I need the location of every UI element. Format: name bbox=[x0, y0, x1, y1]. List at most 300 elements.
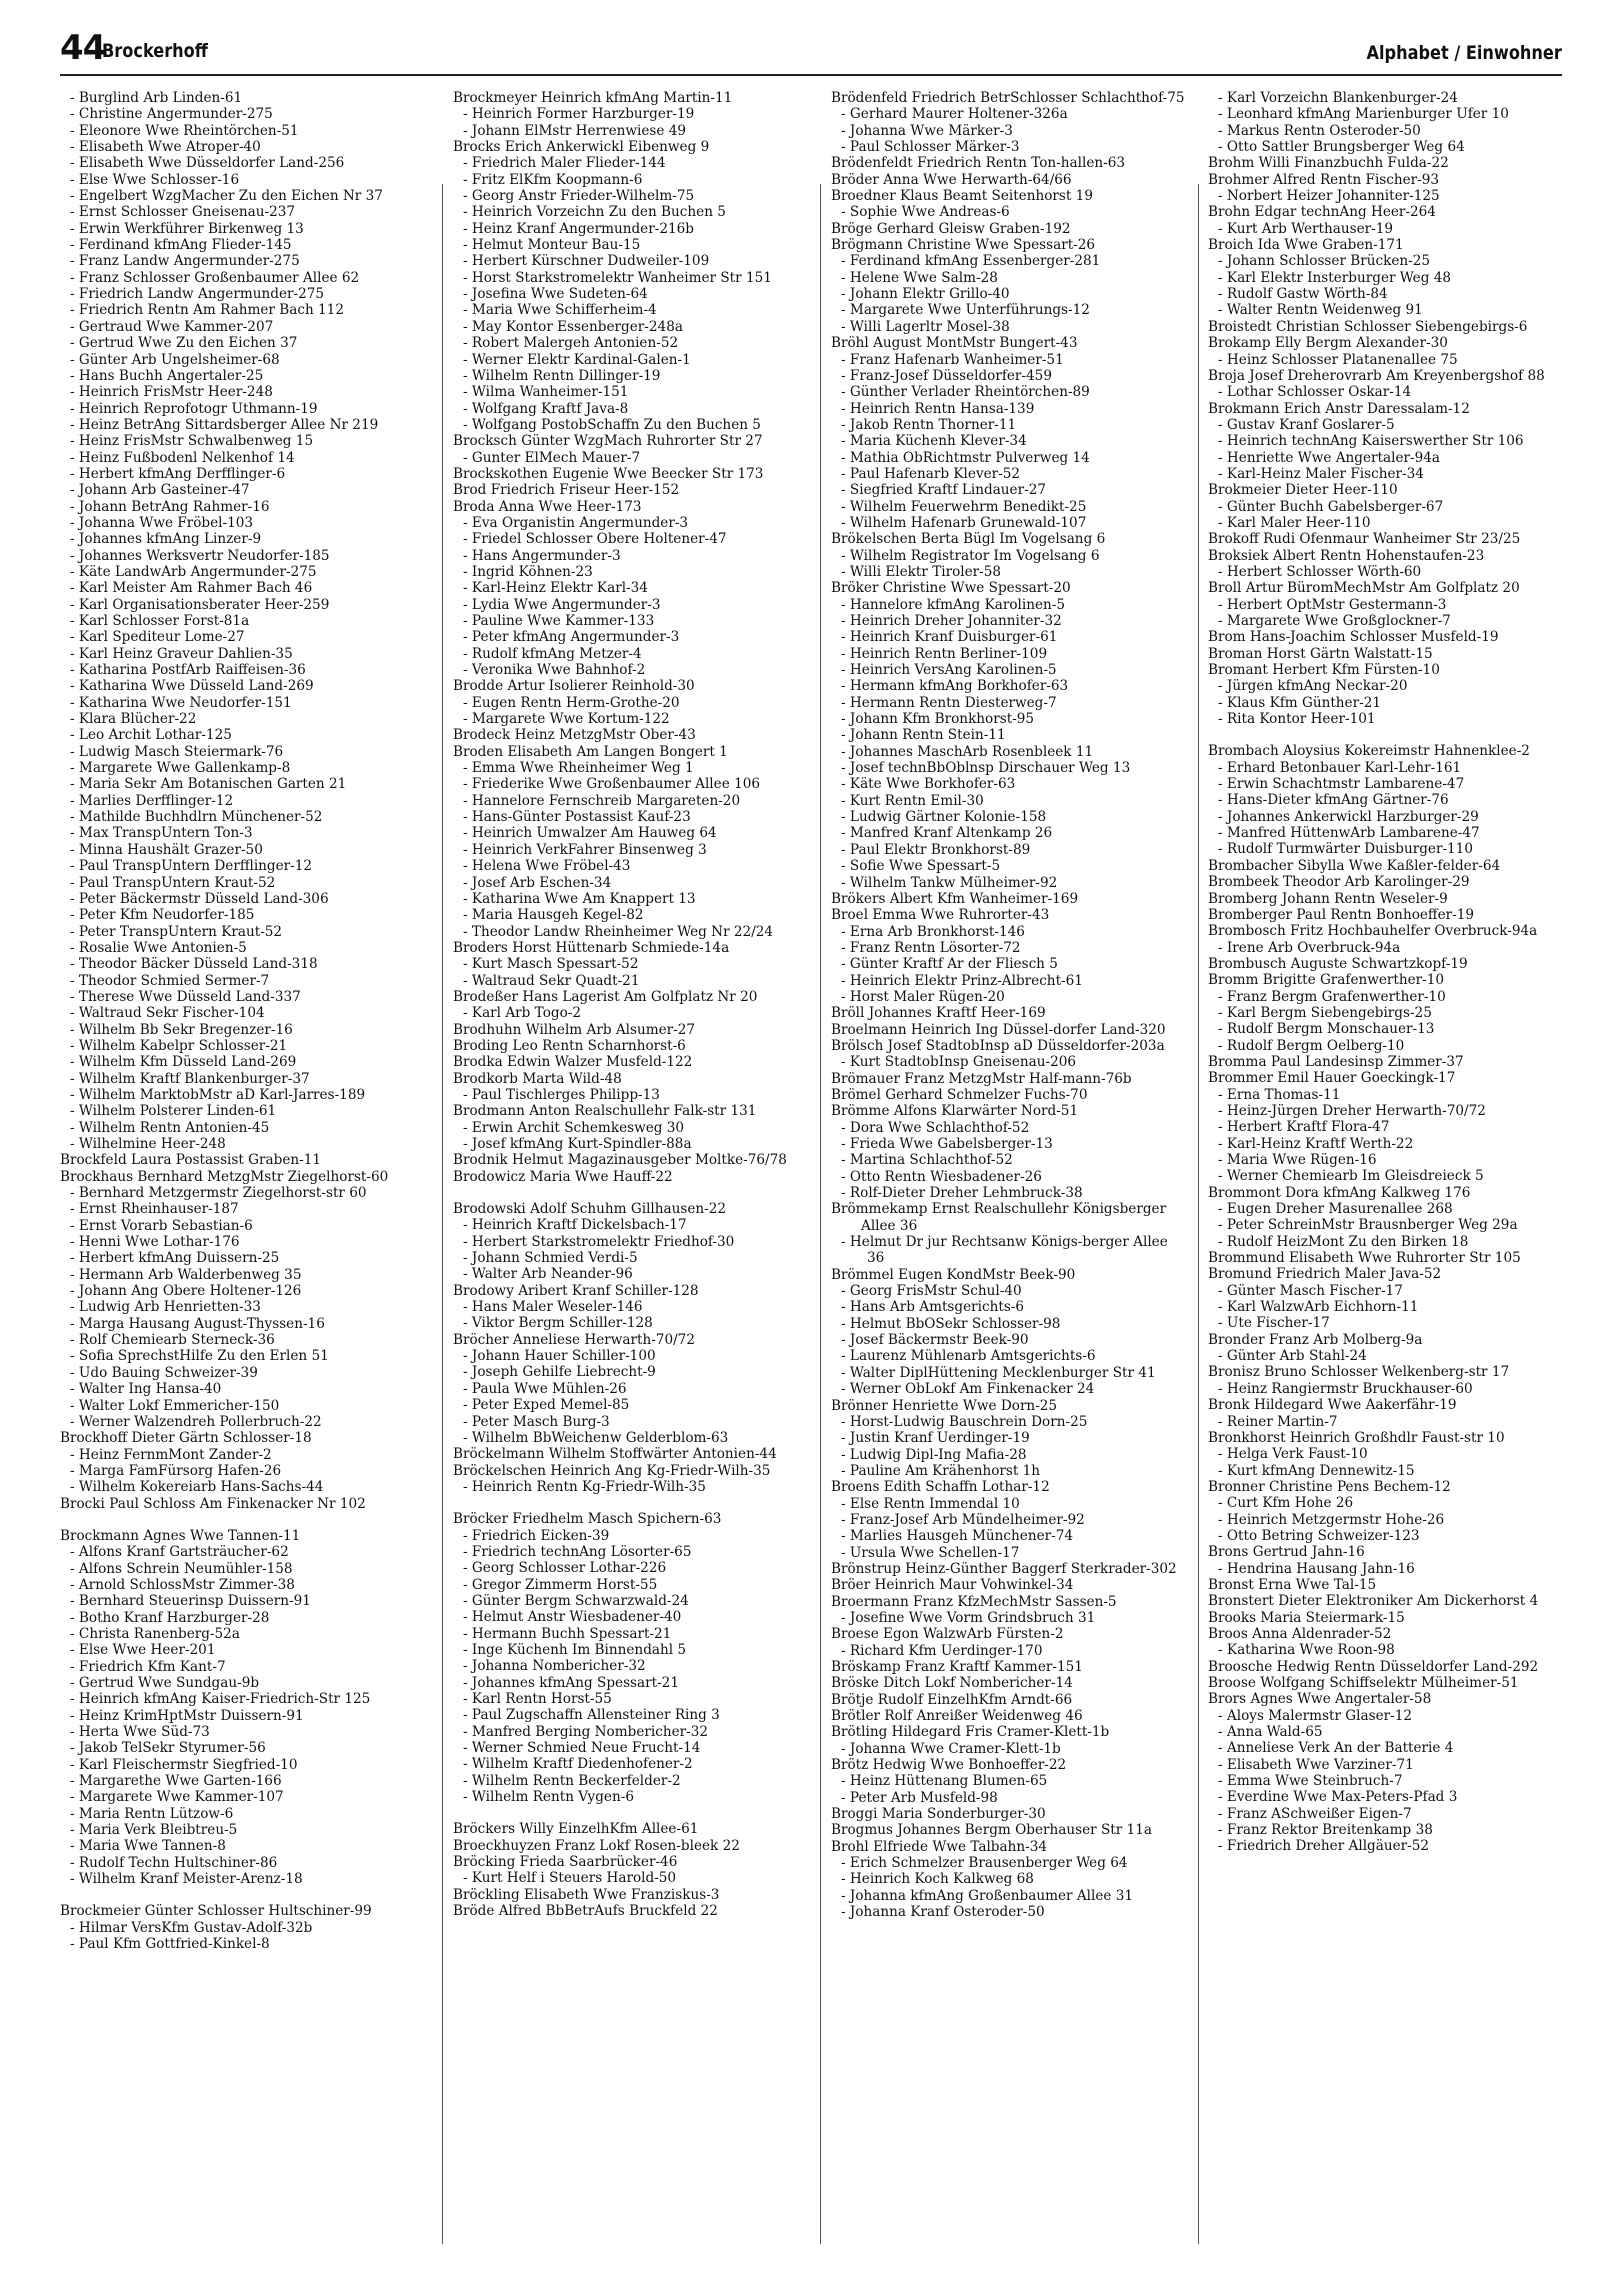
directory-entry: Brohl Elfriede Wwe Talbahn-34 bbox=[831, 1838, 1047, 1855]
directory-entry: - Kurt StadtobInsp Gneisenau-206 bbox=[841, 1054, 1077, 1071]
directory-entry: Brodowski Adolf Schuhm Gillhausen-22 bbox=[453, 1201, 727, 1218]
directory-entry: - Heinz Schlosser Platanenallee 75 bbox=[1218, 351, 1458, 368]
directory-entry: Bromund Friedrich Maler Java-52 bbox=[1208, 1266, 1442, 1283]
directory-entry: Bronner Christine Pens Bechem-12 bbox=[1208, 1478, 1451, 1495]
directory-entry: - Heinrich technAng Kaiserswerther Str 106 bbox=[1218, 433, 1524, 450]
directory-entry: - Willi Elektr Tiroler-58 bbox=[841, 563, 1002, 580]
directory-entry: - Wilhelm Rentn Vygen-6 bbox=[463, 1789, 634, 1806]
directory-entry: - Johanna Nombericher-32 bbox=[463, 1658, 646, 1675]
directory-entry: - Wilhelm Kfm Düsseld Land-269 bbox=[70, 1054, 297, 1071]
directory-entry: - Gertrud Wwe Sundgau-9b bbox=[70, 1675, 260, 1691]
directory-entry: Broelmann Heinrich Ing Düssel-dorfer Land-320 bbox=[831, 1021, 1166, 1038]
directory-entry: - Margarete Wwe Großglockner-7 bbox=[1218, 613, 1451, 629]
directory-columns bbox=[60, 90, 1562, 2170]
directory-entry: - Maria Verk Bleibtreu-5 bbox=[70, 1822, 238, 1839]
directory-entry: - Inge Küchenh Im Binnendahl 5 bbox=[463, 1641, 687, 1658]
directory-entry: - Henni Wwe Lothar-176 bbox=[70, 1234, 240, 1251]
directory-entry: Bromm Brigitte Grafenwerther-10 bbox=[1208, 972, 1445, 989]
directory-entry: - Marlies Hausgeh Münchener-74 bbox=[841, 1528, 1074, 1545]
directory-entry: - Eva Organistin Angermunder-3 bbox=[463, 514, 689, 531]
directory-entry: - Viktor Bergm Schiller-128 bbox=[463, 1315, 653, 1332]
directory-entry: - Peter Masch Burg-3 bbox=[463, 1413, 610, 1430]
directory-entry: - Maria Küchenh Klever-34 bbox=[841, 433, 1027, 450]
directory-entry: - Johannes Werksvertr Neudorfer-185 bbox=[70, 547, 330, 564]
directory-entry: Brökelschen Berta Bügl Im Vogelsang 6 bbox=[831, 531, 1106, 548]
directory-entry: - Ferdinand kfmAng Flieder-145 bbox=[70, 237, 292, 254]
directory-entry: Brombusch Auguste Schwartzkopf-19 bbox=[1208, 955, 1468, 972]
directory-entry: - Helmut Monteur Bau-15 bbox=[463, 237, 641, 254]
directory-entry: - Manfred Kranf Altenkamp 26 bbox=[841, 825, 1053, 842]
directory-entry: - Josef kfmAng Kurt-Spindler-88a bbox=[463, 1136, 692, 1152]
directory-entry: - Waltraud Sekr Fischer-104 bbox=[70, 1005, 265, 1022]
directory-entry: - Wilma Wanheimer-151 bbox=[463, 384, 629, 401]
directory-entry: - Herbert Kürschner Dudweiler-109 bbox=[463, 253, 710, 270]
directory-entry: Broden Elisabeth Am Langen Bongert 1 bbox=[453, 743, 728, 760]
directory-entry: - Wilhelm MarktobMstr aD Karl-Jarres-189 bbox=[70, 1086, 366, 1103]
directory-entry: - Anna Wald-65 bbox=[1218, 1724, 1323, 1741]
directory-entry: - Pauline Am Krähenhorst 1h bbox=[841, 1462, 1041, 1479]
directory-entry: Brodkorb Marta Wild-48 bbox=[453, 1070, 622, 1087]
entry-gap bbox=[60, 1512, 418, 1528]
directory-entry: - Emma Wwe Steinbruch-7 bbox=[1218, 1773, 1403, 1790]
directory-entry: - Walter Lokf Emmericher-150 bbox=[70, 1397, 280, 1414]
entry-gap bbox=[453, 1805, 811, 1821]
directory-entry: - Friederike Wwe Großenbaumer Allee 106 bbox=[463, 776, 761, 793]
directory-entry: - Sofie Wwe Spessart-5 bbox=[841, 858, 1001, 875]
directory-entry: - Otto Rentn Wiesbadener-26 bbox=[841, 1168, 1042, 1185]
directory-entry: - Rudolf Gastw Wörth-84 bbox=[1218, 286, 1388, 303]
directory-entry: - Wilhelm Bb Sekr Bregenzer-16 bbox=[70, 1021, 293, 1038]
directory-entry: - Katharina Wwe Roon-98 bbox=[1218, 1642, 1395, 1659]
directory-entry: - Josef Bäckermstr Beek-90 bbox=[841, 1332, 1029, 1349]
directory-entry: - Martina Schlachthof-52 bbox=[841, 1152, 1013, 1169]
directory-entry: - Udo Bauing Schweizer-39 bbox=[70, 1364, 258, 1381]
directory-entry: - Herbert Starkstromelektr Friedhof-30 bbox=[463, 1233, 735, 1250]
directory-entry: - Helmut Anstr Wiesbadener-40 bbox=[463, 1609, 682, 1626]
directory-entry: - Lydia Wwe Angermunder-3 bbox=[463, 596, 661, 613]
directory-entry: Bronst Erna Wwe Tal-15 bbox=[1208, 1576, 1377, 1593]
directory-entry: Broermann Franz KfzMechMstr Sassen-5 bbox=[831, 1593, 1117, 1610]
directory-entry: Bronk Hildegard Wwe Aakerfähr-19 bbox=[1208, 1397, 1457, 1414]
directory-entry: - Joseph Gehilfe Liebrecht-9 bbox=[463, 1364, 656, 1381]
directory-entry: Bröge Gerhard Gleisw Graben-192 bbox=[831, 220, 1071, 237]
directory-entry: - Elisabeth Wwe Düsseldorfer Land-256 bbox=[70, 155, 345, 172]
directory-entry: - Peter Arb Musfeld-98 bbox=[841, 1789, 998, 1806]
directory-entry: Bromant Herbert Kfm Fürsten-10 bbox=[1208, 662, 1440, 679]
directory-entry: - Wilhelm Hafenarb Grunewald-107 bbox=[841, 514, 1087, 531]
directory-entry: Brommund Elisabeth Wwe Ruhrorter Str 105 bbox=[1208, 1250, 1521, 1267]
directory-entry: - Josef technBbOblnsp Dirschauer Weg 13 bbox=[841, 760, 1131, 777]
directory-entry: - Aloys Malermstr Glaser-12 bbox=[1218, 1707, 1413, 1724]
directory-entry: - Heinrich Kraftf Dickelsbach-17 bbox=[463, 1217, 687, 1234]
directory-entry: Brodka Edwin Walzer Musfeld-122 bbox=[453, 1054, 693, 1071]
directory-entry: - Franz Bergm Grafenwerther-10 bbox=[1218, 988, 1446, 1005]
directory-entry: - Karl Arb Togo-2 bbox=[463, 1005, 582, 1022]
directory-entry: - Werner Walzendreh Pollerbruch-22 bbox=[70, 1413, 322, 1430]
directory-entry: - Johann Schlosser Brücken-25 bbox=[1218, 253, 1431, 270]
directory-entry: - Waltraud Sekr Quadt-21 bbox=[463, 972, 640, 989]
directory-entry: - Alfons Kranf Gartsträucher-62 bbox=[70, 1544, 289, 1561]
directory-entry: - Heinz Kranf Angermunder-216b bbox=[463, 220, 694, 237]
directory-entry: - Franz Landw Angermunder-275 bbox=[70, 253, 300, 270]
directory-entry: - Margarete Wwe Kortum-122 bbox=[463, 711, 670, 728]
directory-entry: Broda Anna Wwe Heer-173 bbox=[453, 498, 642, 515]
directory-entry: - Ferdinand kfmAng Essenberger-281 bbox=[841, 253, 1101, 270]
directory-entry: Brommer Emil Hauer Goeckingk-17 bbox=[1208, 1070, 1456, 1087]
directory-entry: - Johanna Wwe Cramer-Klett-1b bbox=[841, 1740, 1061, 1757]
directory-entry: Broding Leo Rentn Scharnhorst-6 bbox=[453, 1037, 686, 1054]
directory-entry: Broders Horst Hüttenarb Schmiede-14a bbox=[453, 939, 730, 956]
directory-entry: - Erwin Werkführer Birkenweg 13 bbox=[70, 220, 304, 237]
directory-entry: - Therese Wwe Düsseld Land-337 bbox=[70, 988, 301, 1005]
directory-entry: - Leonhard kfmAng Marienburger Ufer 10 bbox=[1218, 106, 1509, 123]
directory-entry: Broll Artur BüromMechMstr Am Golfplatz 20 bbox=[1208, 580, 1520, 597]
directory-entry: Bröde Alfred BbBetrAufs Bruckfeld 22 bbox=[453, 1903, 718, 1920]
directory-entry: - Ursula Wwe Schellen-17 bbox=[841, 1544, 1020, 1561]
directory-entry: Brödenfeldt Friedrich Rentn Ton-hallen-63 bbox=[831, 155, 1126, 172]
directory-entry: Broosche Hedwig Rentn Düsseldorfer Land-292 bbox=[1208, 1658, 1539, 1675]
directory-entry: - Siegfried Kraftf Lindauer-27 bbox=[841, 482, 1046, 499]
directory-entry: - Franz Hafenarb Wanheimer-51 bbox=[841, 351, 1064, 368]
directory-entry: Bröckling Elisabeth Wwe Franziskus-3 bbox=[453, 1886, 720, 1903]
directory-entry: Brocks Erich Ankerwickl Eibenweg 9 bbox=[453, 139, 710, 156]
directory-entry: - Karl Organisationsberater Heer-259 bbox=[70, 596, 330, 613]
directory-entry: Brodeck Heinz MetzgMstr Ober-43 bbox=[453, 727, 696, 744]
directory-entry: Broose Wolfgang Schiffselektr Mülheimer-51 bbox=[1208, 1675, 1519, 1691]
directory-entry: - Else Wwe Schlosser-16 bbox=[70, 171, 240, 188]
directory-entry: - Paul Elektr Bronkhorst-89 bbox=[841, 841, 1031, 858]
directory-entry: - Friedrich Maler Flieder-144 bbox=[463, 155, 666, 172]
directory-entry: - Hermann Arb Walderbenweg 35 bbox=[70, 1266, 302, 1283]
directory-entry: - Heinrich Former Harzburger-19 bbox=[463, 106, 695, 123]
directory-entry: - Herta Wwe Süd-73 bbox=[70, 1724, 210, 1741]
directory-entry: - Henriette Wwe Angertaler-94a bbox=[1218, 449, 1440, 466]
directory-entry: - May Kontor Essenberger-248a bbox=[463, 318, 683, 335]
directory-entry: - Richard Kfm Uerdinger-170 bbox=[841, 1642, 1043, 1659]
directory-entry: - Karl Bergm Siebengebirgs-25 bbox=[1218, 1004, 1432, 1021]
directory-entry: Brombosch Fritz Hochbauhelfer Overbruck-94a bbox=[1208, 923, 1538, 940]
directory-entry: Brockfeld Laura Postassist Graben-11 bbox=[60, 1152, 322, 1169]
directory-entry: - Johann Arb Gasteiner-47 bbox=[70, 482, 250, 499]
directory-entry: - Hans-Dieter kfmAng Gärtner-76 bbox=[1218, 792, 1449, 809]
running-title: Brockerhoff bbox=[102, 40, 208, 62]
page-number: 44 bbox=[60, 28, 106, 68]
directory-entry: - Erhard Betonbauer Karl-Lehr-161 bbox=[1218, 759, 1462, 776]
directory-entry: Brockmann Agnes Wwe Tannen-11 bbox=[60, 1527, 301, 1544]
directory-entry: - Franz-Josef Düsseldorfer-459 bbox=[841, 367, 1052, 384]
directory-entry: Brors Agnes Wwe Angertaler-58 bbox=[1208, 1691, 1432, 1708]
directory-entry: - Frieda Wwe Gabelsberger-13 bbox=[841, 1136, 1053, 1152]
directory-entry: - Mathia ObRichtmstr Pulverweg 14 bbox=[841, 449, 1090, 466]
directory-entry: - Gertrud Wwe Zu den Eichen 37 bbox=[70, 335, 298, 352]
directory-entry: - Franz Rentn Lösorter-72 bbox=[841, 939, 1021, 956]
directory-entry: Broja Josef Dreherovrarb Am Kreyenbergshof 88 bbox=[1208, 367, 1545, 384]
directory-entry: - Wilhelmine Heer-248 bbox=[70, 1136, 226, 1152]
directory-entry: Brokamp Elly Bergm Alexander-30 bbox=[1208, 335, 1448, 352]
directory-entry: Broich Ida Wwe Graben-171 bbox=[1208, 237, 1404, 254]
directory-entry: - Franz Rektor Breitenkamp 38 bbox=[1218, 1822, 1433, 1839]
directory-entry: - Rudolf Bergm Monschauer-13 bbox=[1218, 1021, 1435, 1038]
directory-entry: - Heinrich Kranf Duisburger-61 bbox=[841, 629, 1058, 646]
directory-entry: - Johanna Wwe Märker-3 bbox=[841, 122, 1013, 139]
directory-entry: Bröer Heinrich Maur Vohwinkel-34 bbox=[831, 1577, 1074, 1594]
directory-entry: Brötler Rolf Anreißer Weidenweg 46 bbox=[831, 1708, 1083, 1725]
directory-entry: - Theodor Landw Rheinheimer Weg Nr 22/24 bbox=[463, 923, 774, 940]
directory-entry: Brömmel Eugen KondMstr Beek-90 bbox=[831, 1266, 1076, 1283]
directory-entry: - Horst Starkstromelektr Wanheimer Str 151 bbox=[463, 269, 772, 286]
directory-entry: Broksiek Albert Rentn Hohenstaufen-23 bbox=[1208, 547, 1485, 564]
directory-entry: - Wolfgang PostobSchaffn Zu den Buchen 5 bbox=[463, 416, 761, 433]
directory-entry: - Marga Hausang August-Thyssen-16 bbox=[70, 1315, 325, 1332]
directory-entry: Brokoff Rudi Ofenmaur Wanheimer Str 23/25 bbox=[1208, 531, 1521, 548]
directory-entry: - Margarete Wwe Kammer-107 bbox=[70, 1789, 284, 1806]
directory-entry: - Justin Kranf Uerdinger-19 bbox=[841, 1430, 1030, 1447]
directory-entry: - Kurt kfmAng Dennewitz-15 bbox=[1218, 1462, 1415, 1479]
directory-entry: Brockhoff Dieter Gärtn Schlosser-18 bbox=[60, 1430, 312, 1447]
directory-entry: Brönstrup Heinz-Günther Baggerf Sterkrader-302 bbox=[831, 1560, 1177, 1577]
directory-entry: - Karl Spediteur Lome-27 bbox=[70, 629, 245, 646]
directory-entry: - Friedrich Landw Angermunder-275 bbox=[70, 286, 325, 303]
directory-entry: - Theodor Bäcker Düsseld Land-318 bbox=[70, 956, 318, 973]
directory-entry: Brögmann Christine Wwe Spessart-26 bbox=[831, 237, 1096, 254]
directory-entry: - Hermann Rentn Diesterweg-7 bbox=[841, 694, 1057, 711]
directory-entry: - Heinrich Rentn Berliner-109 bbox=[841, 645, 1048, 662]
directory-entry: - Peter TranspUntern Kraut-52 bbox=[70, 923, 283, 940]
directory-entry: - Hilmar VersKfm Gustav-Adolf-32b bbox=[70, 1919, 313, 1936]
directory-entry: Brodnik Helmut Magazinausgeber Moltke-76/78 bbox=[453, 1152, 787, 1169]
directory-entry: - Erna Arb Bronkhorst-146 bbox=[841, 923, 1025, 940]
directory-entry: Broggi Maria Sonderburger-30 bbox=[831, 1806, 1046, 1823]
directory-entry: - Peter SchreinMstr Brausnberger Weg 29a bbox=[1218, 1217, 1518, 1234]
directory-entry: - Hermann Buchh Spessart-21 bbox=[463, 1625, 672, 1642]
directory-entry: Bröder Anna Wwe Herwarth-64/66 bbox=[831, 171, 1072, 188]
directory-entry: - Maria Rentn Lützow-6 bbox=[70, 1805, 234, 1822]
directory-entry: - Willi Lagerltr Mosel-38 bbox=[841, 318, 1010, 335]
directory-entry: - Heinz Hüttenang Blumen-65 bbox=[841, 1773, 1048, 1790]
directory-entry: - Friedrich Kfm Kant-7 bbox=[70, 1658, 226, 1675]
directory-entry: - Heinrich VersAng Karolinen-5 bbox=[841, 662, 1057, 679]
directory-entry: - Christa Ranenberg-52a bbox=[70, 1625, 240, 1642]
directory-entry: - Johannes kfmAng Spessart-21 bbox=[463, 1674, 679, 1691]
directory-entry: Bronisz Bruno Schlosser Welkenberg-str 17 bbox=[1208, 1364, 1510, 1381]
directory-entry: - Helmut BbOSekr Schlosser-98 bbox=[841, 1315, 1061, 1332]
directory-entry: - Werner ObLokf Am Finkenacker 24 bbox=[841, 1381, 1095, 1398]
directory-entry: - Günter Buchh Gabelsberger-67 bbox=[1218, 498, 1444, 515]
directory-entry: - Rudolf Bergm Oelberg-10 bbox=[1218, 1037, 1405, 1054]
directory-entry: - Peter Kfm Neudorfer-185 bbox=[70, 907, 255, 924]
directory-entry: - Rudolf HeizMont Zu den Birken 18 bbox=[1218, 1233, 1469, 1250]
directory-entry: Brötz Hedwig Wwe Bonhoeffer-22 bbox=[831, 1757, 1067, 1774]
column-divider bbox=[442, 184, 443, 2244]
directory-entry: - Günter Bergm Schwarzwald-24 bbox=[463, 1592, 689, 1609]
directory-entry: Brons Gertrud Jahn-16 bbox=[1208, 1544, 1365, 1561]
directory-entry: - Ernst Rheinhauser-187 bbox=[70, 1201, 239, 1218]
directory-entry: - Arnold SchlossMstr Zimmer-38 bbox=[70, 1576, 295, 1593]
directory-entry: - Ernst Vorarb Sebastian-6 bbox=[70, 1217, 253, 1234]
directory-entry: - Irene Arb Overbruck-94a bbox=[1218, 939, 1401, 956]
directory-entry: - Johann Schmied Verdi-5 bbox=[463, 1250, 638, 1267]
directory-entry: - Günter Kraftf Ar der Fliesch 5 bbox=[841, 956, 1058, 973]
directory-entry: - Walter Ing Hansa-40 bbox=[70, 1381, 222, 1398]
directory-entry: Brodmann Anton Realschullehr Falk-str 131 bbox=[453, 1103, 757, 1120]
directory-entry: Bromma Paul Landesinsp Zimmer-37 bbox=[1208, 1053, 1464, 1070]
directory-entry: - Josef Arb Eschen-34 bbox=[463, 874, 612, 891]
directory-entry: - Werner Schmied Neue Frucht-14 bbox=[463, 1740, 701, 1757]
directory-entry: - Gertraud Wwe Kammer-207 bbox=[70, 318, 274, 335]
directory-entry: - Else Wwe Heer-201 bbox=[70, 1642, 216, 1659]
directory-entry: - Franz-Josef Arb Mündelheimer-92 bbox=[841, 1511, 1085, 1528]
directory-entry: - Georg Anstr Frieder-Wilhelm-75 bbox=[463, 188, 695, 205]
directory-entry: - Günther Verlader Rheintörchen-89 bbox=[841, 384, 1090, 401]
directory-entry: Brod Friedrich Friseur Heer-152 bbox=[453, 482, 680, 499]
directory-entry: Brömmekamp Ernst Realschullehr Königsberger Allee 36 bbox=[831, 1201, 1167, 1234]
entry-gap bbox=[453, 1185, 811, 1201]
directory-entry: - Karl WalzwArb Eichhorn-11 bbox=[1218, 1299, 1419, 1316]
directory-entry: - Wilhelm Registrator Im Vogelsang 6 bbox=[841, 547, 1100, 564]
directory-entry: - Pauline Wwe Kammer-133 bbox=[463, 613, 655, 629]
directory-entry: Brombach Aloysius Kokereimstr Hahnenklee-2 bbox=[1208, 743, 1530, 760]
directory-entry: Brooks Maria Steiermark-15 bbox=[1208, 1609, 1405, 1626]
directory-entry: - Wolfgang Kraftf Java-8 bbox=[463, 400, 629, 417]
directory-entry: - Paul TranspUntern Derfflinger-12 bbox=[70, 858, 313, 875]
directory-entry: Bromberg Johann Rentn Weseler-9 bbox=[1208, 890, 1448, 907]
directory-entry: - Horst Maler Rügen-20 bbox=[841, 988, 1005, 1005]
directory-entry: - Elisabeth Wwe Atroper-40 bbox=[70, 139, 261, 156]
directory-entry: - Ingrid Köhnen-23 bbox=[463, 563, 593, 580]
directory-entry: - Wilhelm Rentn Beckerfelder-2 bbox=[463, 1772, 681, 1789]
directory-entry: Brommont Dora kfmAng Kalkweg 176 bbox=[1208, 1184, 1471, 1201]
directory-entry: - Erwin Archit Schemkesweg 30 bbox=[463, 1119, 685, 1136]
directory-entry: Broistedt Christian Schlosser Siebengebirgs-6 bbox=[1208, 318, 1528, 335]
directory-entry: - Peter Bäckermstr Düsseld Land-306 bbox=[70, 890, 329, 907]
directory-entry: - Eugen Rentn Herm-Grothe-20 bbox=[463, 694, 680, 711]
directory-entry: - Alfons Schrein Neumühler-158 bbox=[70, 1560, 293, 1577]
directory-entry: - Käte LandwArb Angermunder-275 bbox=[70, 563, 317, 580]
directory-entry: - Maria Hausgeh Kegel-82 bbox=[463, 907, 644, 924]
directory-entry: - Walter Rentn Weidenweg 91 bbox=[1218, 302, 1423, 319]
directory-entry: - Burglind Arb Linden-61 bbox=[70, 90, 243, 106]
directory-entry: - Wilhelm Kranf Meister-Arenz-18 bbox=[70, 1871, 303, 1888]
directory-entry: - Otto Betring Schweizer-123 bbox=[1218, 1527, 1420, 1544]
directory-entry: - Paul Tischlerges Philipp-13 bbox=[463, 1086, 660, 1103]
directory-entry: Brötje Rudolf EinzelhKfm Arndt-66 bbox=[831, 1691, 1073, 1708]
directory-entry: - Herbert kfmAng Duissern-25 bbox=[70, 1250, 280, 1267]
directory-entry: - Gunter ElMech Mauer-7 bbox=[463, 449, 641, 466]
directory-entry: - Johannes MaschArb Rosenbleek 11 bbox=[841, 743, 1094, 760]
directory-entry: - Heinz FernmMont Zander-2 bbox=[70, 1446, 272, 1463]
directory-entry: Bromberger Paul Rentn Bonhoeffer-19 bbox=[1208, 906, 1475, 923]
directory-entry: - Hendrina Hausang Jahn-16 bbox=[1218, 1560, 1415, 1577]
directory-entry: - Maria Wwe Tannen-8 bbox=[70, 1838, 226, 1855]
directory-entry: - Rosalie Wwe Antonien-5 bbox=[70, 939, 247, 956]
directory-entry: - Eleonore Wwe Rheintörchen-51 bbox=[70, 122, 299, 139]
directory-entry: - Wilhelm Kabelpr Schlosser-21 bbox=[70, 1037, 288, 1054]
directory-entry: - Paul Kfm Gottfried-Kinkel-8 bbox=[70, 1936, 270, 1953]
directory-column-2 bbox=[453, 90, 811, 2170]
directory-entry: - Johanna kfmAng Großenbaumer Allee 31 bbox=[841, 1887, 1134, 1904]
page-header bbox=[60, 28, 1562, 72]
directory-entry: Brodeßer Hans Lagerist Am Golfplatz Nr 20 bbox=[453, 988, 758, 1005]
directory-entry: - Friedrich Eicken-39 bbox=[463, 1527, 610, 1544]
directory-entry: Brömme Alfons Klarwärter Nord-51 bbox=[831, 1103, 1079, 1120]
directory-entry: - Karl Elektr Insterburger Weg 48 bbox=[1218, 269, 1452, 286]
directory-entry: Bronder Franz Arb Molberg-9a bbox=[1208, 1331, 1423, 1348]
directory-entry: - Otto Sattler Brungsberger Weg 64 bbox=[1218, 139, 1465, 156]
directory-entry: Broel Emma Wwe Ruhrorter-43 bbox=[831, 907, 1050, 924]
directory-entry: Bröskamp Franz Kraftf Kammer-151 bbox=[831, 1659, 1083, 1675]
directory-entry: - Heinrich Umwalzer Am Hauweg 64 bbox=[463, 825, 717, 842]
directory-entry: - Ute Fischer-17 bbox=[1218, 1315, 1330, 1332]
directory-entry: - Robert Malergeh Antonien-52 bbox=[463, 335, 679, 352]
directory-entry: - Günter Arb Ungelsheimer-68 bbox=[70, 351, 280, 368]
directory-entry: - Heinrich Vorzeichn Zu den Buchen 5 bbox=[463, 204, 726, 221]
directory-entry: - Katharina Wwe Am Knappert 13 bbox=[463, 890, 696, 907]
directory-entry: - Katharina Wwe Düsseld Land-269 bbox=[70, 678, 314, 695]
directory-entry: - Manfred HüttenwArb Lambarene-47 bbox=[1218, 825, 1480, 842]
directory-entry: - Heinrich Rentn Hansa-139 bbox=[841, 400, 1035, 417]
directory-entry: - Friedrich Rentn Am Rahmer Bach 112 bbox=[70, 302, 344, 319]
directory-entry: - Herbert kfmAng Derfflinger-6 bbox=[70, 465, 286, 482]
directory-entry: Brohm Willi Finanzbuchh Fulda-22 bbox=[1208, 155, 1449, 172]
directory-entry: Bronkhorst Heinrich Großhdlr Faust-str 10 bbox=[1208, 1429, 1505, 1446]
directory-entry: Brockmeier Günter Schlosser Hultschiner-99 bbox=[60, 1903, 372, 1920]
directory-entry: - Helmut Dr jur Rechtsanw Königs-berger Allee 36 bbox=[841, 1234, 1168, 1267]
directory-entry: - Werner Elektr Kardinal-Galen-1 bbox=[463, 351, 691, 368]
directory-entry: - Hannelore kfmAng Karolinen-5 bbox=[841, 596, 1066, 613]
directory-entry: - Rudolf Turmwärter Duisburger-110 bbox=[1218, 841, 1473, 858]
directory-entry: - Laurenz Mühlenarb Amtsgerichts-6 bbox=[841, 1348, 1096, 1365]
directory-entry: - Manfred Berging Nombericher-32 bbox=[463, 1723, 709, 1740]
directory-entry: - Klaus Kfm Günther-21 bbox=[1218, 694, 1381, 711]
directory-entry: - Karl Fleischermstr Siegfried-10 bbox=[70, 1756, 298, 1773]
directory-entry: Brölsch Josef StadtobInsp aD Düsseldorfer-203a bbox=[831, 1037, 1165, 1054]
directory-entry: - Kurt Helf i Steuers Harold-50 bbox=[463, 1870, 677, 1887]
directory-entry: - Katharina Wwe Neudorfer-151 bbox=[70, 694, 292, 711]
directory-entry: - Max TranspUntern Ton-3 bbox=[70, 825, 253, 842]
directory-entry: - Erwin Schachtmstr Lambarene-47 bbox=[1218, 776, 1465, 793]
directory-entry: - Norbert Heizer Johanniter-125 bbox=[1218, 188, 1440, 205]
directory-entry: - Curt Kfm Hohe 26 bbox=[1218, 1495, 1354, 1512]
directory-entry: - Rolf Chemiearb Sterneck-36 bbox=[70, 1332, 275, 1349]
directory-entry: Bröcker Friedhelm Masch Spichern-63 bbox=[453, 1511, 722, 1528]
directory-entry: - Georg Schlosser Lothar-226 bbox=[463, 1560, 667, 1577]
directory-entry: - Günter Masch Fischer-17 bbox=[1218, 1282, 1403, 1299]
directory-entry: Brockhaus Bernhard MetzgMstr Ziegelhorst-60 bbox=[60, 1168, 389, 1185]
header-rule bbox=[60, 74, 1562, 76]
directory-entry: Bröker Christine Wwe Spessart-20 bbox=[831, 580, 1071, 597]
directory-entry: Brocki Paul Schloss Am Finkenacker Nr 102 bbox=[60, 1495, 366, 1512]
directory-entry: Brödenfeld Friedrich BetrSchlosser Schlachthof-75 bbox=[831, 90, 1185, 106]
directory-entry: - Maria Wwe Schifferheim-4 bbox=[463, 302, 657, 319]
directory-entry: - Paul Zugschaffn Allensteiner Ring 3 bbox=[463, 1707, 720, 1724]
directory-entry: - Josefine Wwe Vorm Grindsbruch 31 bbox=[841, 1609, 1096, 1626]
directory-entry: Brokmeier Dieter Heer-110 bbox=[1208, 482, 1398, 499]
directory-entry: - Wilhelm Kraftf Diedenhofener-2 bbox=[463, 1756, 693, 1773]
directory-entry: - Kurt Masch Spessart-52 bbox=[463, 956, 639, 973]
directory-entry: - Maria Wwe Rügen-16 bbox=[1218, 1152, 1377, 1168]
directory-entry: Brombacher Sibylla Wwe Kaßler-felder-64 bbox=[1208, 857, 1501, 874]
directory-entry: - Ludwig Arb Henrietten-33 bbox=[70, 1299, 261, 1316]
directory-entry: - Veronika Wwe Bahnhof-2 bbox=[463, 662, 646, 679]
directory-entry: - Franz Schlosser Großenbaumer Allee 62 bbox=[70, 269, 360, 286]
directory-entry: - Wilhelm Tankw Mülheimer-92 bbox=[841, 874, 1058, 891]
directory-entry: - Hannelore Fernschreib Margareten-20 bbox=[463, 792, 741, 809]
directory-entry: - Minna Haushält Grazer-50 bbox=[70, 841, 263, 858]
directory-entry: Brötling Hildegard Fris Cramer-Klett-1b bbox=[831, 1724, 1110, 1741]
directory-entry: Broeckhuyzen Franz Lokf Rosen-bleek 22 bbox=[453, 1837, 740, 1854]
directory-entry: - Margarethe Wwe Garten-166 bbox=[70, 1773, 282, 1790]
directory-entry: Brohn Edgar technAng Heer-264 bbox=[1208, 204, 1436, 221]
